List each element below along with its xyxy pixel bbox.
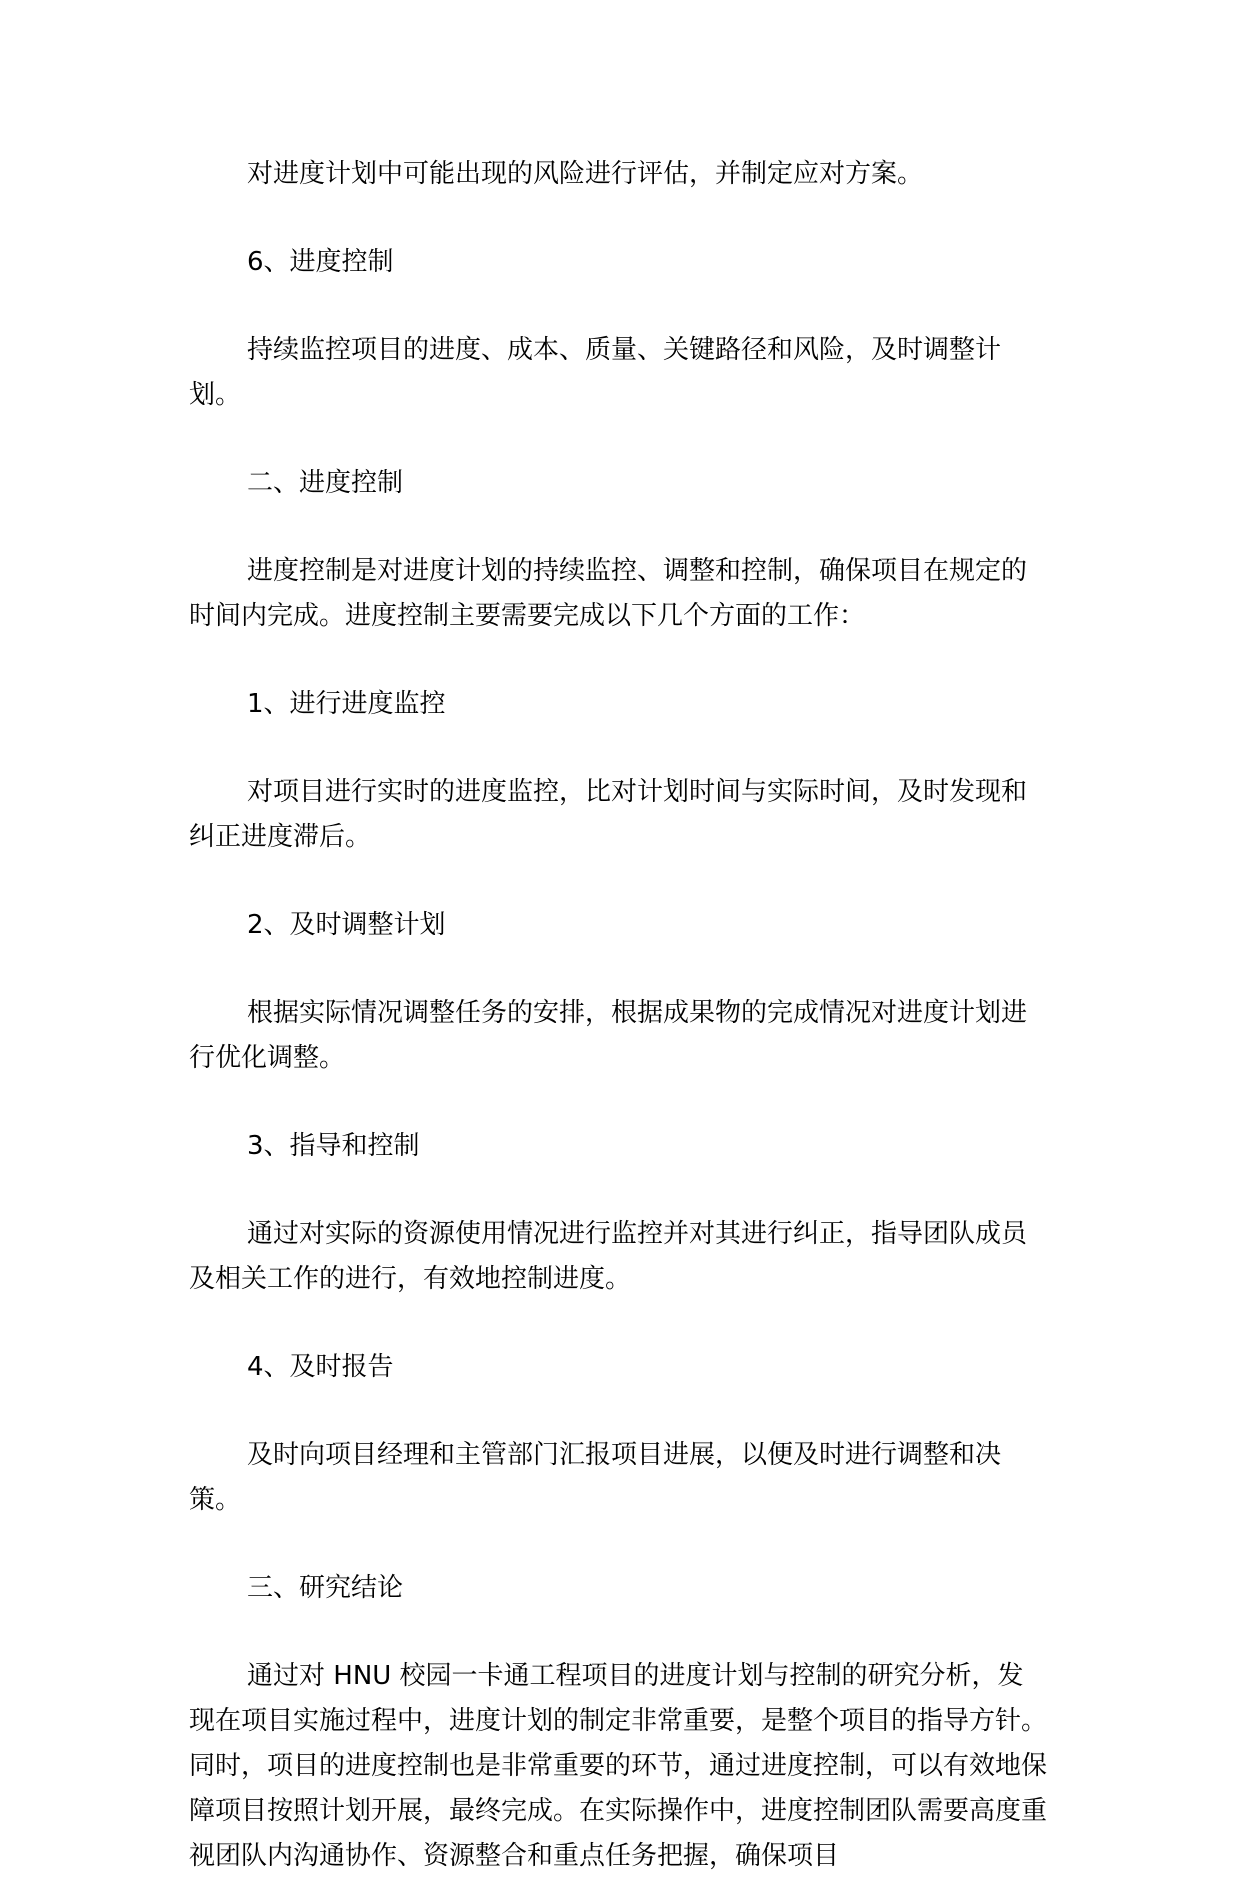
heading-guidance-control: 3、指导和控制 <box>247 1131 420 1161</box>
paragraph-conclusion: 通过对 HNU 校园一卡通工程项目的进度计划与控制的研究分析，发现在项目实施过程中，进度计划的制定非常重要，是整个项目的指导方针。同时，项目的进度控制也是非常重要的环节，通过进度控制，可以有效地保障项目按照计划开展，最终完成。在实际操作中，进度控制团队需要高度重视团队内沟通协作、资源整合和重点任务把握，确保项目 <box>189 1661 1048 1871</box>
heading-schedule-control-6: 6、进度控制 <box>247 247 394 277</box>
paragraph-timely-reporting: 及时向项目经理和主管部门汇报项目进展，以便及时进行调整和决策。 <box>189 1440 1002 1515</box>
heading-timely-reporting: 4、及时报告 <box>247 1352 394 1382</box>
heading-progress-monitoring: 1、进行进度监控 <box>247 689 446 719</box>
document-body <box>189 152 1049 1879</box>
paragraph-schedule-control-intro: 进度控制是对进度计划的持续监控、调整和控制，确保项目在规定的时间内完成。进度控制主要需要完成以下几个方面的工作： <box>189 556 1028 631</box>
heading-plan-adjustment: 2、及时调整计划 <box>247 910 446 940</box>
paragraph-risk-assessment: 对进度计划中可能出现的风险进行评估，并制定应对方案。 <box>247 159 924 189</box>
paragraph-continuous-monitoring: 持续监控项目的进度、成本、质量、关键路径和风险，及时调整计划。 <box>189 335 1002 410</box>
paragraph-plan-adjustment: 根据实际情况调整任务的安排，根据成果物的完成情况对进度计划进行优化调整。 <box>189 998 1028 1073</box>
section-heading-schedule-control: 二、进度控制 <box>247 468 404 498</box>
paragraph-progress-monitoring: 对项目进行实时的进度监控，比对计划时间与实际时间，及时发现和纠正进度滞后。 <box>189 777 1028 852</box>
paragraph-guidance-control: 通过对实际的资源使用情况进行监控并对其进行纠正，指导团队成员及相关工作的进行，有效地控制进度。 <box>189 1219 1028 1294</box>
section-heading-conclusion: 三、研究结论 <box>247 1573 404 1603</box>
